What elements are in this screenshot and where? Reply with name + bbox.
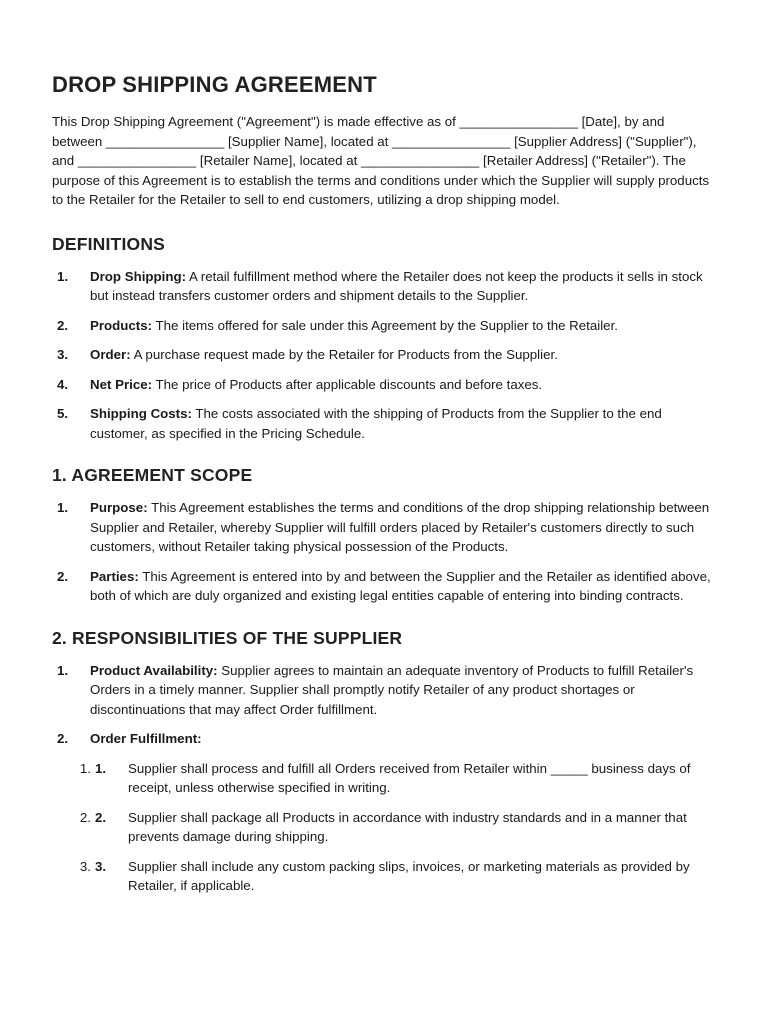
supplier-heading: 2. RESPONSIBILITIES OF THE SUPPLIER — [52, 627, 403, 648]
item-number: 1. — [57, 268, 69, 284]
item-term: Drop Shipping: — [90, 268, 187, 284]
sublist-text: Supplier shall process and fulfill all Orders received from Retailer within _____ business days of receipt, unless otherwise specified in writing. — [128, 760, 691, 795]
scope-list — [52, 498, 718, 606]
item-term: Parties: — [90, 568, 139, 584]
item-text: A purchase request made by the Retailer for Products from the Supplier. — [130, 347, 558, 362]
item-number: 1. — [57, 500, 69, 515]
item-term: Shipping Costs: — [90, 406, 192, 421]
item-term: Net Price: — [90, 376, 153, 392]
definition-item — [52, 267, 718, 306]
item-text: This Agreement establishes the terms and conditions of the drop shipping relationship between Supplier and Retailer, whereby Supplier will fulfill orders placed by Retailer's customers directly to such customers, without Retailer taking physical possession of the Products. — [90, 500, 710, 554]
sublist-item — [52, 759, 718, 798]
item-text: The price of Products after applicable discounts and before taxes. — [152, 376, 543, 392]
definition-item — [52, 375, 718, 395]
item-text: A retail fulfillment method where the Retailer does not keep the products it sells in stock but instead transfers customer orders and shipment details to the Supplier. — [90, 268, 703, 303]
item-text: This Agreement is entered into by and between the Supplier and the Retailer as identified above, both of which are duly organized and existing legal entities capable of entering into binding contracts. — [90, 568, 711, 603]
supplier-item — [52, 661, 718, 720]
sublist-text: Supplier shall package all Products in accordance with industry standards and in a manner that prevents damage during shipping. — [128, 809, 687, 844]
item-term: Order: — [90, 347, 131, 362]
item-number: 2. — [57, 568, 69, 584]
item-number: 4. — [57, 376, 69, 392]
item-number: 2. — [57, 317, 69, 333]
sublist-item — [52, 808, 718, 847]
scope-heading: 1. AGREEMENT SCOPE — [52, 465, 253, 485]
scope-item — [52, 567, 718, 606]
item-text: Supplier agrees to maintain an adequate inventory of Products to fulfill Retailer's Orders in a timely manner. Supplier shall promptly notify Retailer of any product shortages or discontinuations that may affect Order fulfillment. — [90, 662, 694, 717]
sublist-inner-number: 2. — [95, 809, 107, 825]
sublist-outer-number: 2. — [79, 809, 91, 825]
item-number: 5. — [57, 406, 69, 421]
sublist-inner-number: 3. — [95, 858, 107, 874]
document-title: DROP SHIPPING AGREEMENT — [52, 72, 377, 97]
item-number: 2. — [57, 731, 69, 746]
sublist-text: Supplier shall include any custom packing slips, invoices, or marketing materials as provided by Retailer, if applicable. — [128, 858, 690, 893]
definition-item — [52, 404, 718, 443]
sublist-outer-number: 1. — [79, 760, 91, 776]
sublist-inner-number: 1. — [95, 760, 107, 776]
supplier-item — [52, 729, 718, 749]
definition-item — [52, 345, 718, 365]
item-term: Order Fulfillment: — [90, 731, 202, 746]
definitions-list — [52, 267, 718, 444]
item-number: 1. — [57, 662, 69, 678]
definitions-heading: DEFINITIONS — [52, 233, 166, 254]
item-text: The costs associated with the shipping of Products from the Supplier to the end customer, as specified in the Pricing Schedule. — [90, 406, 662, 441]
sublist-outer-number: 3. — [79, 858, 91, 874]
scope-item — [52, 498, 718, 557]
sublist-item — [52, 857, 718, 896]
definition-item — [52, 316, 718, 336]
item-text: The items offered for sale under this Agreement by the Supplier to the Retailer. — [152, 317, 618, 333]
order-fulfillment-sublist — [52, 759, 718, 896]
item-number: 3. — [57, 347, 69, 362]
supplier-list — [52, 661, 718, 896]
item-term: Products: — [90, 317, 153, 333]
item-term: Purpose: — [90, 500, 148, 515]
item-term: Product Availability: — [90, 662, 218, 678]
intro-paragraph: This Drop Shipping Agreement ("Agreement") is made effective as of ________________ [Date], by and between ________________ [Supplier Name], located at ________________ [Supplier Address] ("Supplier"), and ________________ [Retailer Name], located at ________________ [Retailer Address] ("Retailer"). The purpose of this Agreement is to establish the terms and conditions under which the Supplier will supply products to the Retailer for the Retailer to sell to end customers, utilizing a drop shipping model. — [52, 114, 710, 207]
